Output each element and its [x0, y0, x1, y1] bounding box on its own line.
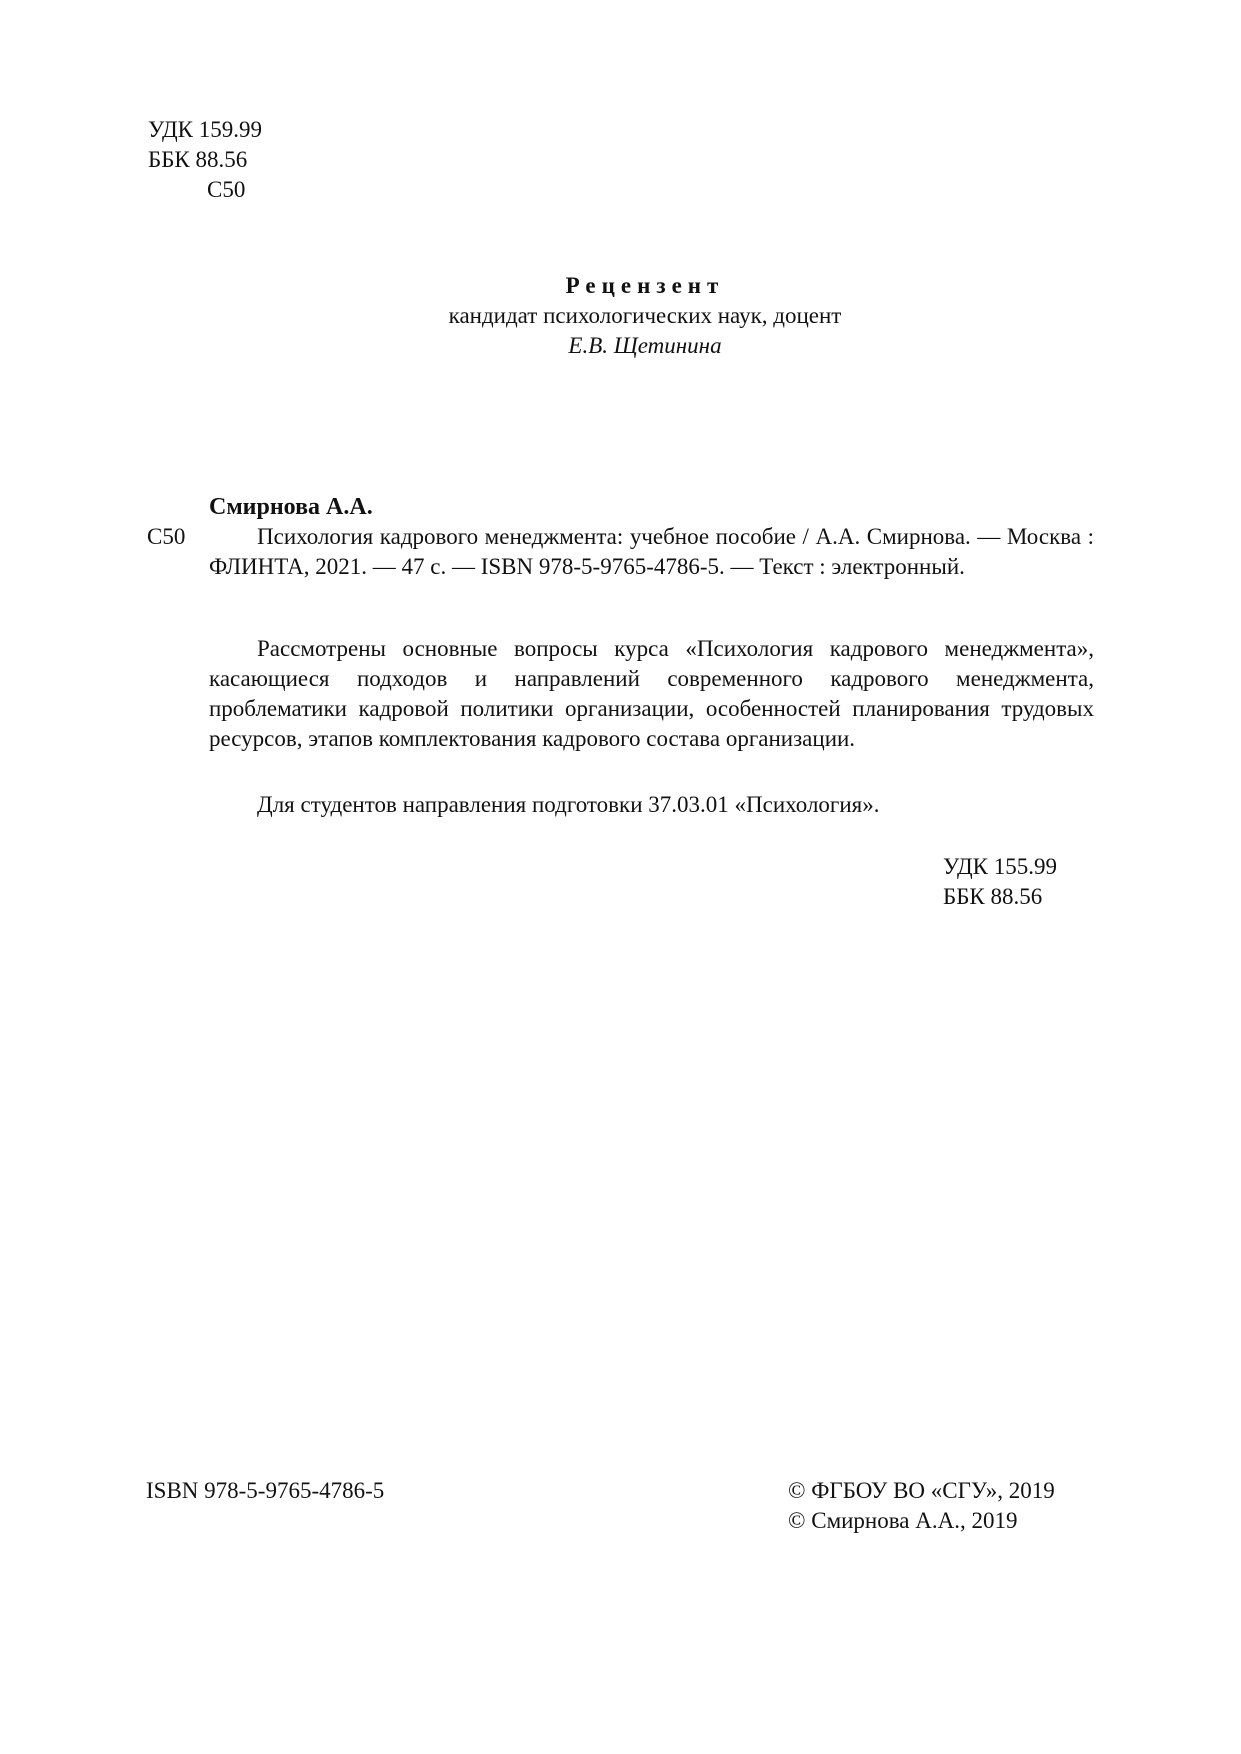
- copyright-publisher: © ФГБОУ ВО «СГУ», 2019: [788, 1478, 1055, 1503]
- copyright-author: © Смирнова А.А., 2019: [788, 1508, 1018, 1533]
- author-mark-side: С50: [147, 524, 186, 549]
- book-author: Смирнова А.А.: [209, 494, 373, 520]
- bibliographic-record: Психология кадрового менеджмента: учебное пособие / А.А. Смирнова. — Москва : ФЛИНТА, 2021. — 47 с. — ISBN 978-5-9765-4786-5. — Текст : электронный.: [209, 524, 1094, 579]
- reviewer-degree: кандидат психологических наук, доцент: [448, 303, 842, 328]
- audience-paragraph: Для студентов направления подготовки 37.03.01 «Психология».: [257, 792, 880, 817]
- isbn-number: ISBN 978-5-9765-4786-5: [146, 1478, 385, 1503]
- author-mark-top: С50: [207, 177, 246, 202]
- bbk-code-bottom: ББК 88.56: [943, 884, 1043, 909]
- annotation-paragraph: Рассмотрены основные вопросы курса «Психология кадрового менеджмента», касающиеся подходов и направлений современного кадрового менеджмента, проблематики кадровой политики организации, особенностей планирования трудовых ресурсов, этапов комплектования кадрового состава организации.: [209, 636, 1094, 751]
- udk-code-bottom: УДК 155.99: [943, 854, 1057, 879]
- reviewer-name: Е.В. Щетинина: [568, 333, 722, 358]
- udk-code-top: УДК 159.99: [148, 117, 262, 142]
- bbk-code-top: ББК 88.56: [148, 147, 248, 172]
- reviewer-heading: Рецензент: [565, 273, 725, 298]
